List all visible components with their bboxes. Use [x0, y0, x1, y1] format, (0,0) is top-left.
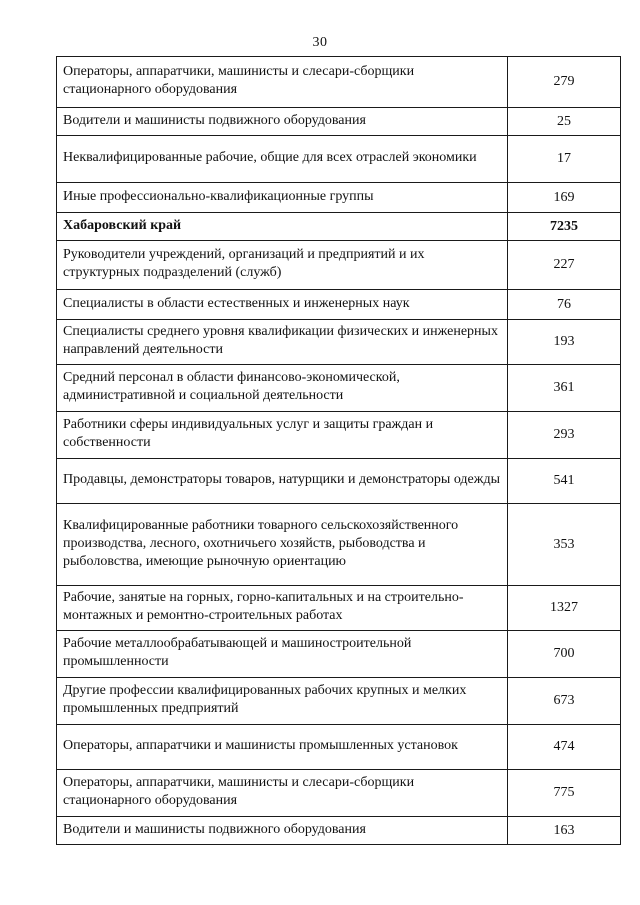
- row-label: Операторы, аппаратчики, машинисты и слесари-сборщики стационарного оборудования: [57, 770, 508, 817]
- table-row: [57, 108, 621, 136]
- row-value: 1327: [508, 586, 621, 631]
- row-label: Рабочие, занятые на горных, горно-капитальных и на строительно-монтажных и ремонтно-строительных работах: [57, 586, 508, 631]
- table-row: [57, 678, 621, 725]
- row-label: Специалисты среднего уровня квалификации физических и инженерных направлений деятельности: [57, 320, 508, 365]
- table-row: [57, 631, 621, 678]
- page-number: 30: [312, 35, 328, 50]
- row-value: 76: [508, 290, 621, 320]
- row-label: Средний персонал в области финансово-экономической, административной и социальной деятельности: [57, 365, 508, 412]
- row-label: Продавцы, демонстраторы товаров, натурщики и демонстраторы одежды: [57, 459, 508, 504]
- table-row: [57, 504, 621, 586]
- row-label: Операторы, аппаратчики, машинисты и слесари-сборщики стационарного оборудования: [57, 57, 508, 108]
- row-label: Иные профессионально-квалификационные группы: [57, 183, 508, 213]
- row-value: 7235: [508, 213, 621, 241]
- row-label: Руководители учреждений, организаций и предприятий и их структурных подразделений (служб): [57, 241, 508, 290]
- table-body: [57, 57, 621, 845]
- row-value: 673: [508, 678, 621, 725]
- row-value: 227: [508, 241, 621, 290]
- row-label: Квалифицированные работники товарного сельскохозяйственного производства, лесного, охотничьего хозяйств, рыбоводства и рыболовства, имеющие рыночную ориентацию: [57, 504, 508, 586]
- row-label: Операторы, аппаратчики и машинисты промышленных установок: [57, 725, 508, 770]
- table-row: [57, 183, 621, 213]
- table-row: [57, 213, 621, 241]
- row-value: 361: [508, 365, 621, 412]
- row-value: 169: [508, 183, 621, 213]
- statistics-table: [56, 56, 621, 845]
- row-label: Водители и машинисты подвижного оборудования: [57, 108, 508, 136]
- table-row: [57, 412, 621, 459]
- row-label: Работники сферы индивидуальных услуг и защиты граждан и собственности: [57, 412, 508, 459]
- table-row: [57, 136, 621, 183]
- row-value: 193: [508, 320, 621, 365]
- table-row: [57, 320, 621, 365]
- row-value: 775: [508, 770, 621, 817]
- table-row: [57, 290, 621, 320]
- row-label: Специалисты в области естественных и инженерных наук: [57, 290, 508, 320]
- table-row: [57, 241, 621, 290]
- row-label: Водители и машинисты подвижного оборудования: [57, 817, 508, 845]
- row-label: Неквалифицированные рабочие, общие для всех отраслей экономики: [57, 136, 508, 183]
- row-label: Хабаровский край: [57, 213, 508, 241]
- row-value: 293: [508, 412, 621, 459]
- row-value: 279: [508, 57, 621, 108]
- row-value: 700: [508, 631, 621, 678]
- row-label: Рабочие металлообрабатывающей и машиностроительной промышленности: [57, 631, 508, 678]
- table-row: [57, 586, 621, 631]
- row-value: 353: [508, 504, 621, 586]
- row-label: Другие профессии квалифицированных рабочих крупных и мелких промышленных предприятий: [57, 678, 508, 725]
- table-row: [57, 365, 621, 412]
- table-row: [57, 725, 621, 770]
- row-value: 17: [508, 136, 621, 183]
- row-value: 541: [508, 459, 621, 504]
- table-row: [57, 817, 621, 845]
- table-row: [57, 770, 621, 817]
- row-value: 474: [508, 725, 621, 770]
- table-row: [57, 459, 621, 504]
- row-value: 25: [508, 108, 621, 136]
- row-value: 163: [508, 817, 621, 845]
- table-row: [57, 57, 621, 108]
